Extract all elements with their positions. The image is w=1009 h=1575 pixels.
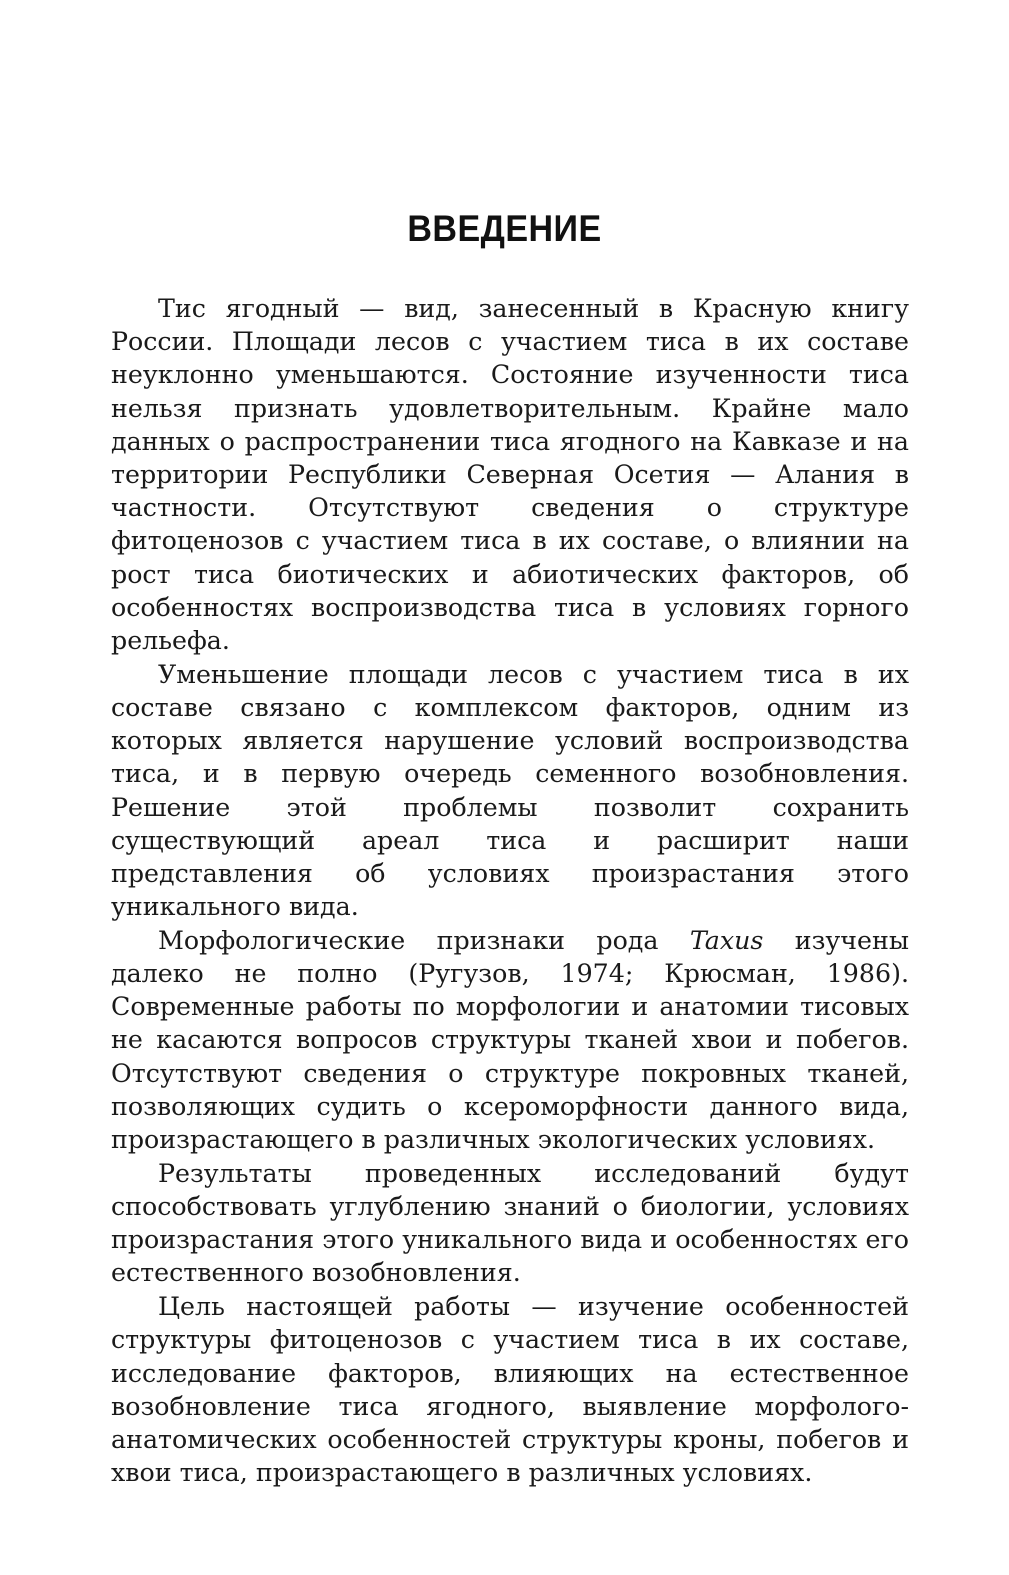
genus-name: Taxus [689,925,764,955]
page-title: ВВЕДЕНИЕ [407,208,602,249]
paragraph-3 [111,924,909,1156]
paragraph-3-start: Морфологические признаки рода [158,925,690,955]
paragraph-5: Цель настоящей работы — изучение особенностей структуры фитоценозов с участием тиса в их составе, исследование факторов, влияющих на естественное возобновление тиса ягодного, выявление морфолого-анатомических особенностей структуры кроны, побегов и хвои тиса, произрастающего в различных условиях. [111,1292,909,1488]
paragraph-2: Уменьшение площади лесов с участием тиса в их составе связано с комплексом факторов, одним из которых является нарушение условий воспроизводства тиса, и в первую очередь семенного возобновления. Решение этой проблемы позволит сохранить существующий ареал тиса и расширит наши представления об условиях произрастания этого уникального вида. [111,659,909,922]
body-text [111,292,909,1490]
paragraph-1: Тис ягодный — вид, занесенный в Красную книгу России. Площади лесов с участием тиса в их составе неуклонно уменьшаются. Состояние изученности тиса нельзя признать удовлетворительным. Крайне мало данных о распространении тиса ягодного на Кавказе и на территории Республики Северная Осетия — Алания в частности. Отсутствуют сведения о структуре фитоценозов с участием тиса в их составе, о влиянии на рост тиса биотических и абиотических факторов, об особенностях воспроизводства тиса в условиях горного рельефа. [111,294,909,656]
paragraph-3-end: изучены далеко не полно (Ругузов, 1974; Крюсман, 1986). Современные работы по морфологии и анатомии тисовых не касаются вопросов структуры тканей хвои и побегов. Отсутствуют сведения о структуре покровных тканей, позволяющих судить о ксероморфности данного вида, произрастающего в различных экологических условиях. [111,925,909,1155]
paragraph-4: Результаты проведенных исследований будут способствовать углублению знаний о биологии, условиях произрастания этого уникального вида и особенностях его естественного возобновления. [111,1158,909,1288]
